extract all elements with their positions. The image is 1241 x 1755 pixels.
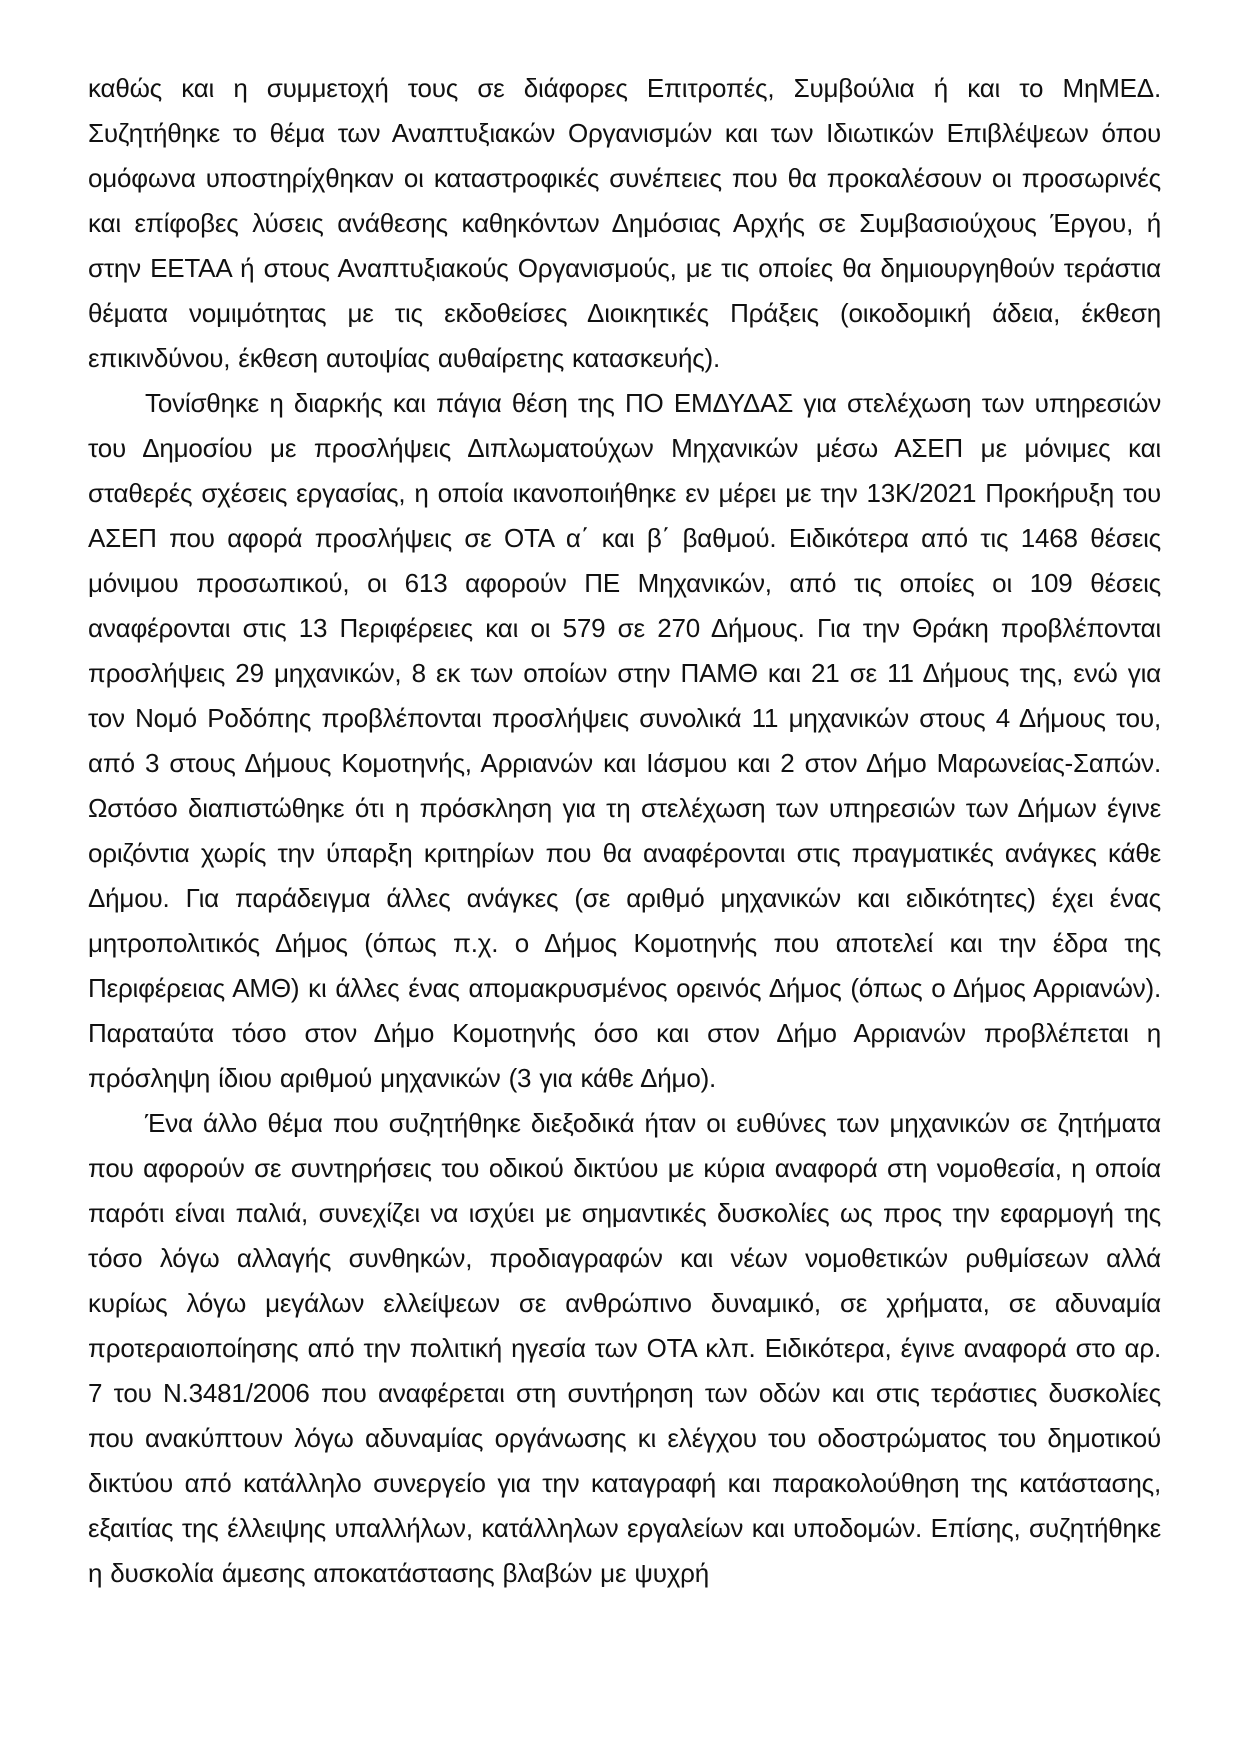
paragraph-asep-staffing-thrace: Τονίσθηκε η διαρκής και πάγια θέση της ΠΟ ΕΜΔΥΔΑΣ για στελέχωση των υπηρεσιών του Δημοσίου με προσλήψεις Διπλωματούχων Μηχανικών μέσω ΑΣΕΠ με μόνιμες και σταθερές σχέσεις εργασίας, η οποία ικανοποιήθηκε εν μέρει με την 13Κ/2021 Προκήρυξη του ΑΣΕΠ που αφορά προσλήψεις σε ΟΤΑ α΄ και β΄ βαθμού. Ειδικότερα από τις 1468 θέσεις μόνιμου προσωπικού, οι 613 αφορούν ΠΕ Μηχανικών, από τις οποίες οι 109 θέσεις αναφέρονται στις 13 Περιφέρειες και οι 579 σε 270 Δήμους. Για την Θράκη προβλέπονται προσλήψεις 29 μηχανικών, 8 εκ των οποίων στην ΠΑΜΘ και 21 σε 11 Δήμους της, ενώ για τον Νομό Ροδόπης προβλέπονται προσλήψεις συνολικά 11 μηχανικών στους 4 Δήμους του, από 3 στους Δήμους Κομοτηνής, Αρριανών και Ιάσμου και 2 στον Δήμο Μαρωνείας-Σαπών. Ωστόσο διαπιστώθηκε ότι η πρόσκληση για τη στελέχωση των υπηρεσιών των Δήμων έγινε οριζόντια χωρίς την ύπαρξη κριτηρίων που θα αναφέρονται στις πραγματικές ανάγκες κάθε Δήμου. Για παράδειγμα άλλες ανάγκες (σε αριθμό μηχανικών και ειδικότητες) έχει ένας μητροπολιτικός Δήμος (όπως π.χ. ο Δήμος Κομοτηνής που αποτελεί και την έδρα της Περιφέρειας ΑΜΘ) κι άλλες ένας απομακρυσμένος ορεινός Δήμος (όπως ο Δήμος Αρριανών). Παραταύτα τόσο στον Δήμο Κομοτηνής όσο και στον Δήμο Αρριανών προβλέπεται η πρόσληψη ίδιου αριθμού μηχανικών (3 για κάθε Δήμο).: [88, 388, 1161, 1093]
paragraph-committees-developmental-organisations: καθώς και η συμμετοχή τους σε διάφορες Επιτροπές, Συμβούλια ή και το ΜηΜΕΔ. Συζητήθηκε το θέμα των Αναπτυξιακών Οργανισμών και των Ιδιωτικών Επιβλέψεων όπου ομόφωνα υποστηρίχθηκαν οι καταστροφικές συνέπειες που θα προκαλέσουν οι προσωρινές και επίφοβες λύσεις ανάθεσης καθηκόντων Δημόσιας Αρχής σε Συμβασιούχους Έργου, ή στην ΕΕΤΑΑ ή στους Αναπτυξιακούς Οργανισμούς, με τις οποίες θα δημιουργηθούν τεράστια θέματα νομιμότητας με τις εκδοθείσες Διοικητικές Πράξεις (οικοδομική άδεια, έκθεση επικινδύνου, έκθεση αυτοψίας αυθαίρετης κατασκευής).: [88, 73, 1161, 373]
paragraph-road-maintenance-responsibilities: Ένα άλλο θέμα που συζητήθηκε διεξοδικά ήταν οι ευθύνες των μηχανικών σε ζητήματα που αφορούν σε συντηρήσεις του οδικού δικτύου με κύρια αναφορά στη νομοθεσία, η οποία παρότι είναι παλιά, συνεχίζει να ισχύει με σημαντικές δυσκολίες ως προς την εφαρμογή της τόσο λόγω αλλαγής συνθηκών, προδιαγραφών και νέων νομοθετικών ρυθμίσεων αλλά κυρίως λόγω μεγάλων ελλείψεων σε ανθρώπινο δυναμικό, σε χρήματα, σε αδυναμία προτεραιοποίησης από την πολιτική ηγεσία των ΟΤΑ κλπ. Ειδικότερα, έγινε αναφορά στο αρ. 7 του Ν.3481/2006 που αναφέρεται στη συντήρηση των οδών και στις τεράστιες δυσκολίες που ανακύπτουν λόγω αδυναμίας οργάνωσης κι ελέγχου του οδοστρώματος του δημοτικού δικτύου από κατάλληλο συνεργείο για την καταγραφή και παρακολούθηση της κατάστασης, εξαιτίας της έλλειψης υπαλλήλων, κατάλληλων εργαλείων και υποδομών. Επίσης, συζητήθηκε η δυσκολία άμεσης αποκατάστασης βλαβών με ψυχρή: [88, 1108, 1161, 1588]
